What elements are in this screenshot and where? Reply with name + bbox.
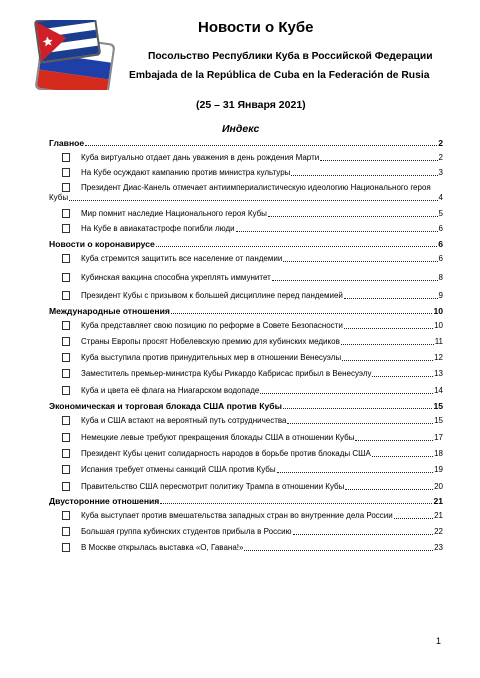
- toc-item-label: Куба и цвета её флага на Ниагарском водопаде: [81, 386, 260, 395]
- toc-page-number: 21: [433, 496, 443, 506]
- toc-section-label: Международные отношения: [49, 306, 170, 316]
- toc-leader: [156, 246, 437, 247]
- toc-leader: [372, 376, 433, 377]
- toc-section-label: Главное: [49, 138, 85, 148]
- cuba-russia-flags-icon: [32, 20, 118, 90]
- toc-leader: [272, 280, 438, 281]
- bullet-box-icon: [62, 291, 70, 300]
- toc-page-number: 23: [434, 543, 443, 552]
- toc-item[interactable]: [62, 465, 443, 475]
- toc-page-number: 14: [434, 386, 443, 395]
- toc-leader: [342, 360, 433, 361]
- bullet-box-icon: [62, 433, 70, 442]
- bullet-box-icon: [62, 511, 70, 520]
- toc-page-number: 12: [434, 353, 443, 362]
- toc-item[interactable]: [62, 369, 443, 379]
- toc-item[interactable]: [62, 511, 443, 521]
- toc-item-label: Куба выступила против принудительных мер в отношении Венесуэлы: [81, 353, 342, 362]
- toc-page-number: 13: [434, 369, 443, 378]
- toc-page-number: 8: [438, 273, 443, 282]
- toc-item[interactable]: [62, 386, 443, 396]
- toc-item-label: Мир помнит наследие Национального героя Кубы: [81, 209, 267, 218]
- toc-section-label: Двусторонние отношения: [49, 496, 160, 506]
- toc-item[interactable]: [62, 273, 443, 283]
- toc-page-number: 11: [434, 337, 443, 346]
- bullet-box-icon: [62, 209, 70, 218]
- toc-page-number: 15: [433, 401, 443, 411]
- toc-item-label: Президент Кубы с призывом к большей дисциплине перед пандемией: [81, 291, 343, 300]
- toc-item[interactable]: [62, 321, 443, 331]
- toc-page-number: 9: [438, 291, 443, 300]
- toc-leader: [320, 160, 437, 161]
- toc-item[interactable]: [62, 527, 443, 537]
- toc-page-number: 15: [434, 416, 443, 425]
- toc-leader: [268, 216, 438, 217]
- toc-item-label: Куба виртуально отдает дань уважения в день рождения Марти: [81, 153, 320, 162]
- embassy-name-es: Embajada de la República de Cuba en la Federación de Rusia: [129, 70, 430, 81]
- toc-page-number: 6: [438, 224, 443, 233]
- toc-leader: [283, 408, 433, 409]
- toc-item-label: Куба выступает против вмешательства западных стран во внутренние дела России: [81, 511, 393, 520]
- toc-page-number: 4: [438, 193, 443, 202]
- toc-leader: [283, 261, 437, 262]
- toc-item-label: На Кубе в авиакатастрофе погибли люди: [81, 224, 235, 233]
- toc-page-number: 10: [433, 306, 443, 316]
- toc-item-label: Немецкие левые требуют прекращения блокады США в отношении Кубы: [81, 433, 355, 442]
- toc-item[interactable]: [62, 482, 443, 492]
- toc-leader: [69, 200, 437, 201]
- toc-item-label: Испания требует отмены санкций США против Кубы: [81, 465, 276, 474]
- toc-leader: [260, 393, 433, 394]
- toc-item-label: Заместитель премьер-министра Кубы Рикардо Кабрисас прибыл в Венесуэлу: [81, 369, 372, 378]
- page-number: 1: [436, 636, 442, 646]
- toc-leader: [277, 472, 433, 473]
- toc-section-label: Новости о коронавирусе: [49, 239, 155, 249]
- toc-page-number: 5: [438, 209, 443, 218]
- page-title: Новости о Кубе: [198, 19, 314, 36]
- toc-leader: [341, 344, 434, 345]
- toc-item[interactable]: [62, 416, 443, 426]
- toc-section[interactable]: [49, 306, 443, 316]
- bullet-box-icon: [62, 353, 70, 362]
- toc-item[interactable]: [62, 254, 443, 264]
- toc-item-label: На Кубе осуждают кампанию против министра культуры: [81, 168, 291, 177]
- toc-item[interactable]: [49, 183, 443, 203]
- toc-page-number: 6: [438, 239, 443, 249]
- toc-section[interactable]: [49, 239, 443, 249]
- bullet-box-icon: [62, 369, 70, 378]
- toc-item[interactable]: [62, 153, 443, 163]
- toc-leader: [355, 440, 433, 441]
- toc-item-label: Правительство США пересмотрит политику Трампа в отношении Кубы: [81, 482, 345, 491]
- toc-page-number: 22: [434, 527, 443, 536]
- toc-section[interactable]: [49, 496, 443, 506]
- bullet-box-icon: [62, 168, 70, 177]
- toc-item-label: Куба представляет свою позицию по реформе в Совете Безопасности: [81, 321, 343, 330]
- embassy-name-ru: Посольство Республики Куба в Российской Федерации: [148, 51, 433, 62]
- toc-leader: [160, 503, 432, 504]
- toc-leader: [171, 313, 433, 314]
- toc-item[interactable]: [62, 337, 443, 347]
- bullet-box-icon: [62, 386, 70, 395]
- toc-section[interactable]: [49, 138, 443, 148]
- bullet-box-icon: [62, 254, 70, 263]
- toc-item-label: Большая группа кубинских студентов прибыла в Россию: [81, 527, 292, 536]
- toc-leader: [236, 231, 438, 232]
- index-heading: Индекс: [222, 123, 260, 135]
- bullet-box-icon: [62, 465, 70, 474]
- toc-item-label-continued: Кубы: [49, 193, 69, 202]
- toc-item-label: Кубинская вакцина способна укреплять иммунитет: [81, 273, 271, 282]
- toc-leader: [291, 175, 437, 176]
- bullet-box-icon: [62, 337, 70, 346]
- toc-page-number: 3: [438, 168, 443, 177]
- toc-section[interactable]: [49, 401, 443, 411]
- toc-page-number: 10: [434, 321, 443, 330]
- bullet-box-icon: [62, 416, 70, 425]
- toc-leader: [85, 145, 437, 146]
- toc-item-label: Куба и США встают на вероятный путь сотрудничества: [81, 416, 287, 425]
- bullet-box-icon: [62, 153, 70, 162]
- toc-leader: [372, 456, 433, 457]
- toc-section-label: Экономическая и торговая блокада США против Кубы: [49, 401, 282, 411]
- toc-page-number: 20: [434, 482, 443, 491]
- toc-page-number: 2: [438, 138, 443, 148]
- toc-page-number: 17: [434, 433, 443, 442]
- toc-leader: [344, 298, 438, 299]
- toc-leader: [345, 489, 433, 490]
- toc-item[interactable]: [62, 224, 443, 234]
- toc-item-label: Президент Кубы ценит солидарность народов в борьбе против блокады США: [81, 449, 371, 458]
- toc-leader: [244, 550, 433, 551]
- toc-item[interactable]: [62, 209, 443, 219]
- toc-leader: [394, 518, 433, 519]
- toc-leader: [293, 534, 434, 535]
- bullet-box-icon: [62, 543, 70, 552]
- toc-item[interactable]: [62, 449, 443, 459]
- toc-item-label: Куба стремится защитить все население от пандемии: [81, 254, 283, 263]
- toc-item[interactable]: [62, 291, 443, 301]
- bullet-box-icon: [62, 321, 70, 330]
- bullet-box-icon: [62, 482, 70, 491]
- toc-item[interactable]: [62, 543, 443, 553]
- toc-leader: [287, 423, 433, 424]
- toc-page-number: 21: [434, 511, 443, 520]
- toc-item-label: В Москве открылась выставка «О, Гавана!»: [81, 543, 244, 552]
- toc-item[interactable]: [62, 353, 443, 363]
- toc-page-number: 18: [434, 449, 443, 458]
- toc-page-number: 6: [438, 254, 443, 263]
- bullet-box-icon: [62, 224, 70, 233]
- toc-item[interactable]: [62, 168, 443, 178]
- date-range: (25 – 31 Января 2021): [196, 99, 306, 111]
- toc-page-number: 2: [438, 153, 443, 162]
- toc-item[interactable]: [62, 433, 443, 443]
- toc-item-label: Страны Европы просят Нобелевскую премию для кубинских медиков: [81, 337, 340, 346]
- toc-page-number: 19: [434, 465, 443, 474]
- bullet-box-icon: [62, 527, 70, 536]
- bullet-box-icon: [62, 449, 70, 458]
- bullet-box-icon: [62, 183, 70, 192]
- bullet-box-icon: [62, 273, 70, 282]
- toc-item-label: Президент Диас-Канель отмечает антиимпериалистическую идеологию Национального героя: [81, 183, 431, 192]
- toc-leader: [344, 328, 433, 329]
